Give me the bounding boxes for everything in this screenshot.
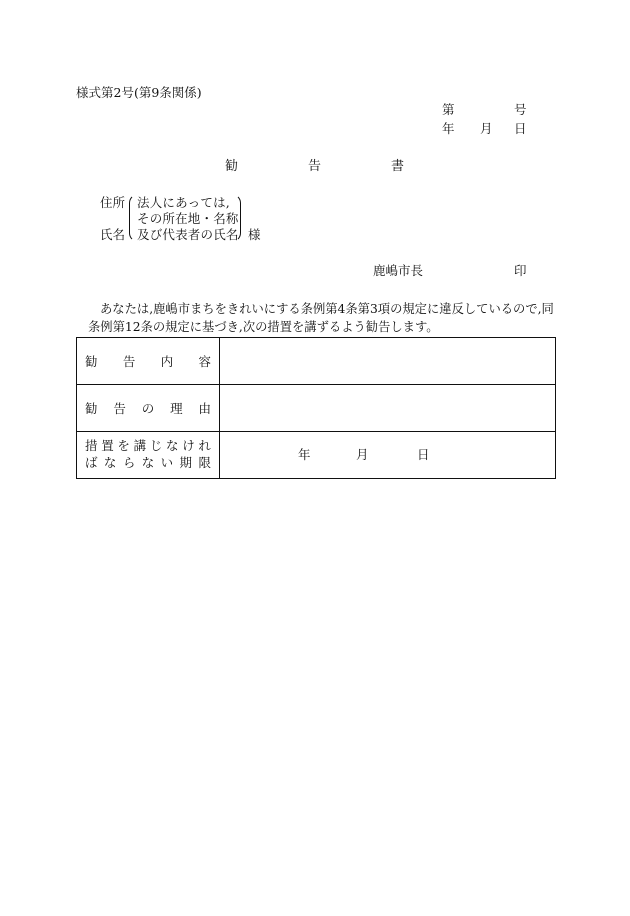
label-char: ば xyxy=(85,455,98,470)
label-char: け xyxy=(182,438,195,453)
label-cell-reason xyxy=(77,385,220,431)
title-char: 勧 xyxy=(225,159,239,174)
label-char: 由 xyxy=(198,401,211,416)
label-char: 措 xyxy=(85,438,98,453)
label-recommendation-reason xyxy=(85,403,211,416)
title-char: 告 xyxy=(308,159,322,174)
label-char: 内 xyxy=(160,354,174,369)
table-row xyxy=(77,338,555,385)
label-recommendation-content xyxy=(85,356,211,369)
label-deadline-line-2 xyxy=(85,457,211,470)
label-char: 置 xyxy=(101,438,114,453)
label-char: 理 xyxy=(170,401,183,416)
form-label: 様式第2号(第9条関係) xyxy=(76,85,202,100)
recommendation-table xyxy=(76,337,556,479)
label-char: 勧 xyxy=(85,354,98,369)
deadline-month: 月 xyxy=(356,447,369,462)
name-label: 氏名 xyxy=(100,227,126,242)
label-cell-content xyxy=(77,338,220,384)
label-char: 期 xyxy=(179,455,193,470)
label-cell-deadline xyxy=(77,432,220,478)
label-char: 勧 xyxy=(85,401,98,416)
body-text-line-1: あなたは,鹿嶋市まちをきれいにする条例第4条第3項の規定に違反しているので,同 xyxy=(100,302,554,316)
body-text-line-2: 条例第12条の規定に基づき,次の措置を講ずるよう勧告します。 xyxy=(88,320,439,334)
title-char: 書 xyxy=(391,159,405,174)
label-char: の xyxy=(141,401,155,416)
label-char: な xyxy=(103,455,117,470)
deadline-day: 日 xyxy=(417,447,430,462)
issuer-seal: 印 xyxy=(514,263,527,278)
label-char: ら xyxy=(122,455,136,470)
label-char: じ xyxy=(149,438,163,453)
value-cell-content[interactable] xyxy=(220,338,555,384)
label-char: れ xyxy=(198,438,211,453)
bracket-line: 法人にあっては, xyxy=(137,195,230,210)
ref-number-go: 号 xyxy=(514,102,527,117)
table-row xyxy=(77,432,555,478)
label-char: な xyxy=(141,455,155,470)
label-char: 講 xyxy=(133,438,147,453)
label-char: を xyxy=(117,438,130,453)
label-deadline-line-1 xyxy=(85,440,211,453)
address-label: 住所 xyxy=(100,195,126,210)
table-row xyxy=(77,385,555,432)
date-month: 月 xyxy=(480,121,493,136)
date-year: 年 xyxy=(442,121,455,136)
ref-number-dai: 第 xyxy=(442,102,455,117)
bracket-line: 及び代表者の氏名 xyxy=(137,227,239,242)
label-char: い xyxy=(160,455,174,470)
bracket-line: その所在地・名称 xyxy=(137,211,239,226)
deadline-year: 年 xyxy=(298,447,311,462)
label-char: 容 xyxy=(198,354,211,369)
value-cell-reason[interactable] xyxy=(220,385,555,431)
label-char: な xyxy=(166,438,179,453)
date-day: 日 xyxy=(514,121,527,136)
label-char: 限 xyxy=(198,455,211,470)
honorific: 様 xyxy=(248,227,261,242)
issuer-name: 鹿嶋市長 xyxy=(373,263,424,278)
label-char: 告 xyxy=(122,354,136,369)
value-cell-deadline[interactable] xyxy=(220,432,555,478)
label-char: 告 xyxy=(113,401,126,416)
